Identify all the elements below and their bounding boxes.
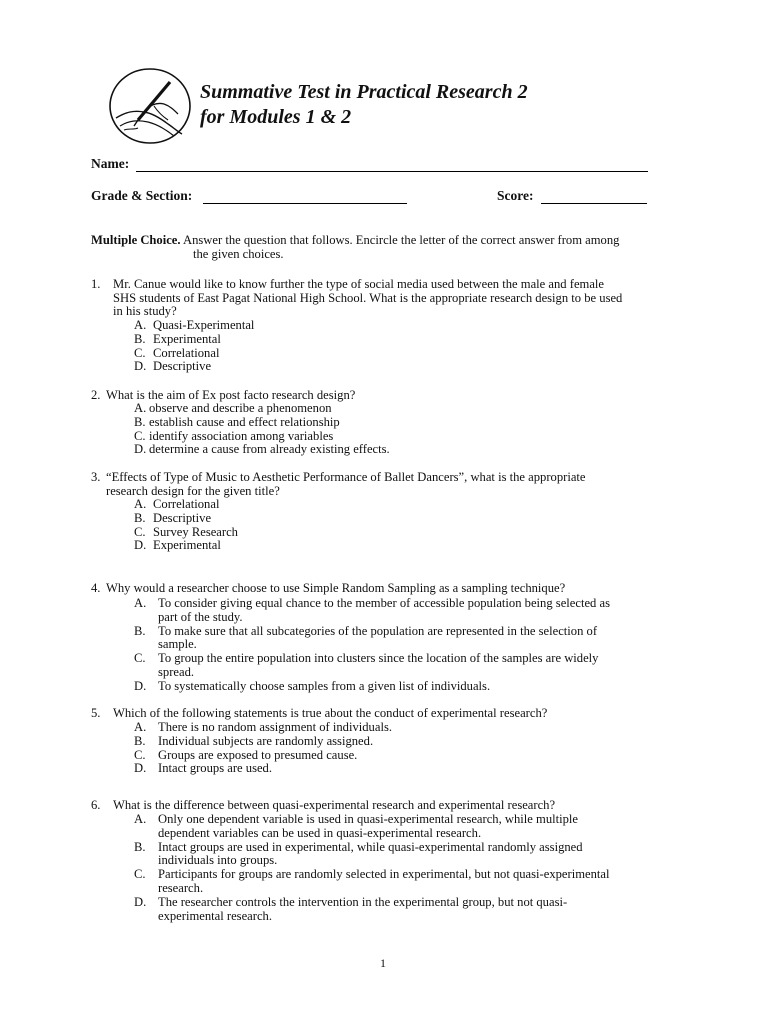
choice-letter[interactable]: C. [134,651,146,666]
choice-text: Correlational [153,345,220,360]
choice-letter[interactable]: C. [134,867,146,882]
choice-text: The researcher controls the intervention in the experimental group, but not quasi- [158,894,568,909]
choice-letter[interactable]: B. [134,414,146,429]
choice-text: Descriptive [153,359,212,374]
choice-text: Participants for groups are randomly selected in experimental, but not quasi-experimental [158,867,610,882]
choice-letter[interactable]: D. [134,538,147,553]
question-text: in his study? [113,304,177,319]
choice-text: research. [158,881,204,895]
choice-letter[interactable]: D. [134,678,147,693]
question-text: What is the aim of Ex post facto research design? [106,388,356,402]
choice-text: individuals into groups. [158,853,278,868]
instructions-text: Answer the question that follows. Encircle the letter of the correct answer from among [183,233,620,247]
choice-text: observe and describe a phenomenon [149,401,332,415]
choice-letter[interactable]: B. [134,510,146,525]
choice-letter[interactable]: A. [134,497,147,511]
page-number: 1 [380,956,386,970]
choice-letter[interactable]: C. [134,747,146,762]
choice-text: establish cause and effect relationship [149,414,340,429]
choice-text: Groups are exposed to presumed cause. [158,747,358,762]
choice-text: To consider giving equal chance to the member of accessible population being selected as [158,596,610,610]
choice-letter[interactable]: C. [134,428,146,443]
choice-text: identify association among variables [149,428,334,443]
question-number: 3. [91,470,101,484]
choice-text: Quasi-Experimental [153,318,255,332]
question-text: Which of the following statements is true about the conduct of experimental research? [113,706,548,720]
choice-letter[interactable]: A. [134,318,147,332]
choice-text: To systematically choose samples from a given list of individuals. [158,678,491,693]
choice-text: Experimental [153,331,221,346]
choice-letter[interactable]: A. [134,401,147,415]
choice-text: experimental research. [158,908,272,923]
choice-letter[interactable]: A. [134,720,147,734]
question-text: research design for the given title? [106,483,280,498]
choice-text: dependent variables can be used in quasi-experimental research. [158,825,482,840]
score-label: Score: [497,188,534,203]
choice-text: Intact groups are used in experimental, while quasi-experimental randomly assigned [158,839,583,854]
grade-section-label: Grade & Section: [91,188,193,203]
choice-letter[interactable]: A. [134,596,147,610]
choice-text: Individual subjects are randomly assigned. [158,733,374,748]
choice-text: Intact groups are used. [158,761,273,776]
choice-letter[interactable]: B. [134,623,146,638]
choice-letter[interactable]: B. [134,331,146,346]
page-title: Summative Test in Practical Research 2 [200,81,528,103]
choice-text: Survey Research [153,524,238,539]
grade-section-field[interactable] [203,203,407,204]
question-number: 2. [91,388,101,402]
choice-text: To group the entire population into clusters since the location of the samples are widely [158,651,599,666]
choice-letter[interactable]: B. [134,839,146,854]
question-number: 1. [91,277,101,291]
choice-text: sample. [158,637,197,652]
choice-text: To make sure that all subcategories of the population are represented in the selection of [158,623,598,638]
choice-text: spread. [158,665,195,679]
question-number: 5. [91,706,101,720]
choice-letter[interactable]: D. [134,761,147,776]
instructions-heading: Multiple Choice. [91,233,181,247]
choice-letter[interactable]: C. [134,524,146,539]
choice-text: Descriptive [153,510,212,525]
choice-letter[interactable]: C. [134,345,146,360]
choice-letter[interactable]: D. [134,894,147,909]
question-text: “Effects of Type of Music to Aesthetic Performance of Ballet Dancers”, what is the appropriate [106,470,586,484]
choice-letter[interactable]: B. [134,733,146,748]
choice-letter[interactable]: D. [134,442,147,457]
score-field[interactable] [541,203,647,204]
name-label: Name: [91,156,130,171]
choice-text: part of the study. [158,609,243,624]
choice-letter[interactable]: A. [134,812,147,826]
choice-text: Only one dependent variable is used in quasi-experimental research, while multiple [158,812,579,826]
question-text: What is the difference between quasi-experimental research and experimental research? [113,798,556,812]
page-subtitle: for Modules 1 & 2 [200,106,352,128]
choice-text: Experimental [153,538,221,553]
choice-text: Correlational [153,497,220,511]
question-number: 4. [91,581,101,595]
question-text: Mr. Canue would like to know further the type of social media used between the male and female [113,277,605,291]
choice-text: determine a cause from already existing effects. [149,442,390,457]
question-text: Why would a researcher choose to use Simple Random Sampling as a sampling technique? [106,581,566,595]
question-text: SHS students of East Pagat National High School. What is the appropriate research design to be used [113,290,623,305]
hand-writing-pen-icon [108,66,192,146]
question-number: 6. [91,798,101,812]
choice-letter[interactable]: D. [134,359,147,374]
choice-text: There is no random assignment of individuals. [158,720,392,734]
name-field[interactable] [136,171,648,172]
instructions [91,234,619,248]
instructions-text-cont: the given choices. [193,247,284,261]
